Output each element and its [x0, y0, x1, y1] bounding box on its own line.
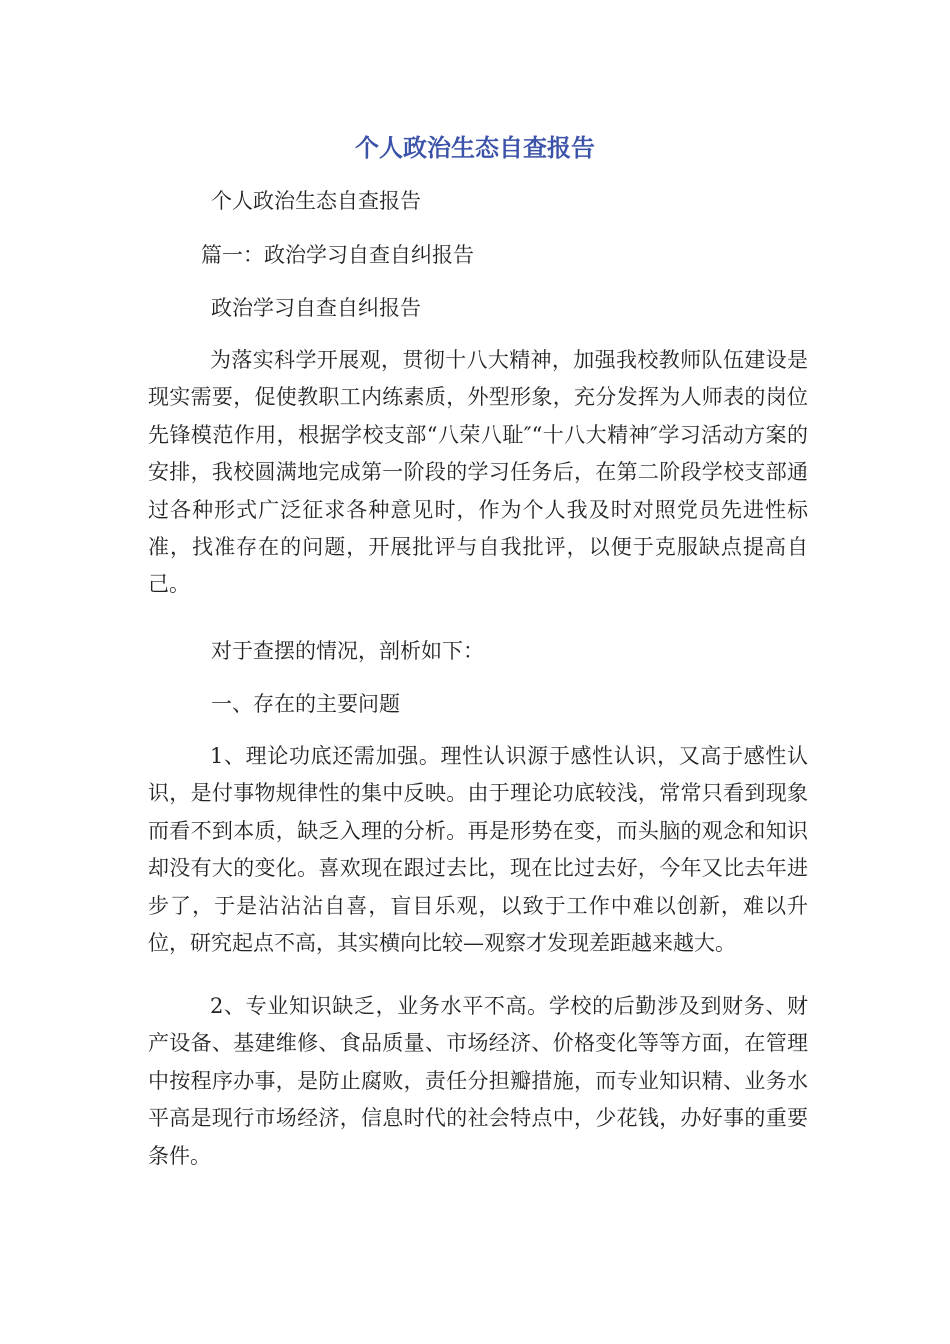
section-heading: 篇一：政治学习自查自纠报告	[201, 243, 474, 267]
intro-paragraph: 为落实科学开展观，贯彻十八大精神，加强我校教师队伍建设是现实需要，促使教职工内练素质，外型形象，充分发挥为人师表的岗位先锋模范作用，根据学校支部“八荣八耻″“十八大精神″学习活动方案的安排，我校圆满地完成第一阶段的学习任务后，在第二阶段学校支部通过各种形式广泛征求各种意见时，作为个人我及时对照党员先进性标准，找准存在的问题，开展批评与自我批评，以便于克服缺点提高自己。	[148, 348, 808, 597]
problems-heading: 一、存在的主要问题	[211, 692, 400, 716]
document-title: 个人政治生态自查报告	[355, 134, 595, 162]
report-heading: 政治学习自查自纠报告	[211, 296, 421, 320]
document-subtitle: 个人政治生态自查报告	[211, 189, 421, 213]
problem-paragraph-1: 1、理论功底还需加强。理性认识源于感性认识，又高于感性认识，是付事物规律性的集中反映。由于理论功底较浅，常常只看到现象而看不到本质，缺乏入理的分析。再是形势在变，而头脑的观念和知识却没有大的变化。喜欢现在跟过去比，现在比过去好，今年又比去年进步了，于是沾沾沾自喜，盲目乐观，以致于工作中难以创新，难以升位，研究起点不高，其实横向比较—观察才发现差距越来越大。	[148, 744, 808, 956]
problem-paragraph-2: 2、专业知识缺乏，业务水平不高。学校的后勤涉及到财务、财产设备、基建维修、食品质量、市场经济、价格变化等等方面，在管理中按程序办事，是防止腐败，责任分担瓣措施，而专业知识精、业务水平高是现行市场经济，信息时代的社会特点中，少花钱，办好事的重要条件。	[148, 994, 808, 1168]
analysis-lead: 对于查摆的情况，剖析如下：	[211, 639, 484, 663]
